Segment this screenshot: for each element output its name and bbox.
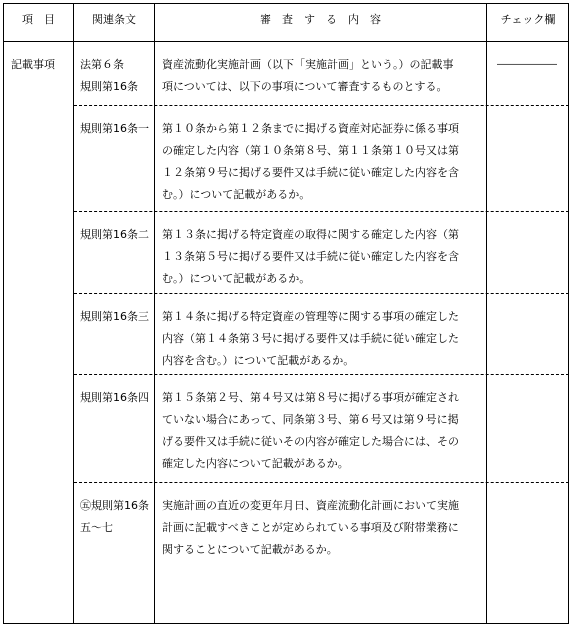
row-content-line: 第１４条に掲げる特定資産の管理等に関する事項の確定した (162, 310, 459, 323)
row-content-line: 項については、以下の事項について審査するものとする。 (162, 80, 448, 93)
row-divider (74, 211, 569, 212)
header-divider (3, 41, 569, 42)
row-content-line: 関することについて記載があるか。 (162, 543, 338, 556)
row-content-line: の確定した内容（第１０条第８号、第１１条第１０号又は第 (162, 144, 459, 157)
row-article-line: 規則第16条一 (80, 122, 149, 135)
check-dash: ―――――― (497, 59, 557, 70)
column-divider (73, 3, 74, 624)
row-content-line: ていない場合にあって、同条第３号、第６号又は第９号に掲 (162, 413, 459, 426)
header-content: 審 査 す る 内 容 (260, 13, 381, 26)
row-article-line: 規則第16条三 (80, 310, 149, 323)
row-content-line: む。）について記載があるか。 (162, 272, 311, 285)
row-content-line: 第１０条から第１２条までに掲げる資産対応証券に係る事項 (162, 122, 459, 135)
header-check: チェック欄 (500, 13, 556, 26)
row-divider (74, 482, 569, 483)
row-content-line: 内容を含む。）について記載があるか。 (162, 354, 355, 367)
row-content-line: 内容（第１４条第３号に掲げる要件又は手続に従い確定した (162, 332, 459, 345)
row-content-line: 第１５条第２号、第４号又は第８号に掲げる事項が確定され (162, 391, 459, 404)
row-content-line: １３条第５号に掲げる要件又は手続に従い確定した内容を含 (162, 250, 459, 263)
row-content-line: 資産流動化実施計画（以下「実施計画」という。）の記載事 (162, 58, 454, 71)
row-content-line: げる要件又は手続に従いその内容が確定した場合には、その (162, 435, 459, 448)
row-content-line: 実施計画の直近の変更年月日、資産流動化計画において実施 (162, 499, 459, 512)
row-divider (74, 374, 569, 375)
row-article-line: 規則第16条二 (80, 228, 149, 241)
row-article-line: ㊄規則第16条 (80, 499, 149, 512)
row-content-line: 確定した内容について記載があるか。 (162, 457, 349, 470)
header-article: 関連条文 (92, 13, 136, 26)
row-article-line: 規則第16条四 (80, 391, 149, 404)
header-item: 項 目 (22, 13, 55, 26)
row-divider (74, 105, 569, 106)
row-content-line: １２条第９号に掲げる要件又は手続に従い確定した内容を含 (162, 166, 459, 179)
row-divider (74, 293, 569, 294)
column-divider (154, 3, 155, 624)
row-article-line: 法第６条 (80, 58, 124, 71)
row-article-line: 五～七 (80, 521, 113, 534)
row-content-line: 第１３条に掲げる特定資産の取得に関する確定した内容（第 (162, 228, 459, 241)
column-divider (486, 3, 487, 624)
row-content-line: 計画に記載すべきことが定められている事項及び附帯業務に (162, 521, 459, 534)
row-article-line: 規則第16条 (80, 80, 138, 93)
row-content-line: む。）について記載があるか。 (162, 188, 311, 201)
row-item: 記載事項 (11, 58, 55, 71)
